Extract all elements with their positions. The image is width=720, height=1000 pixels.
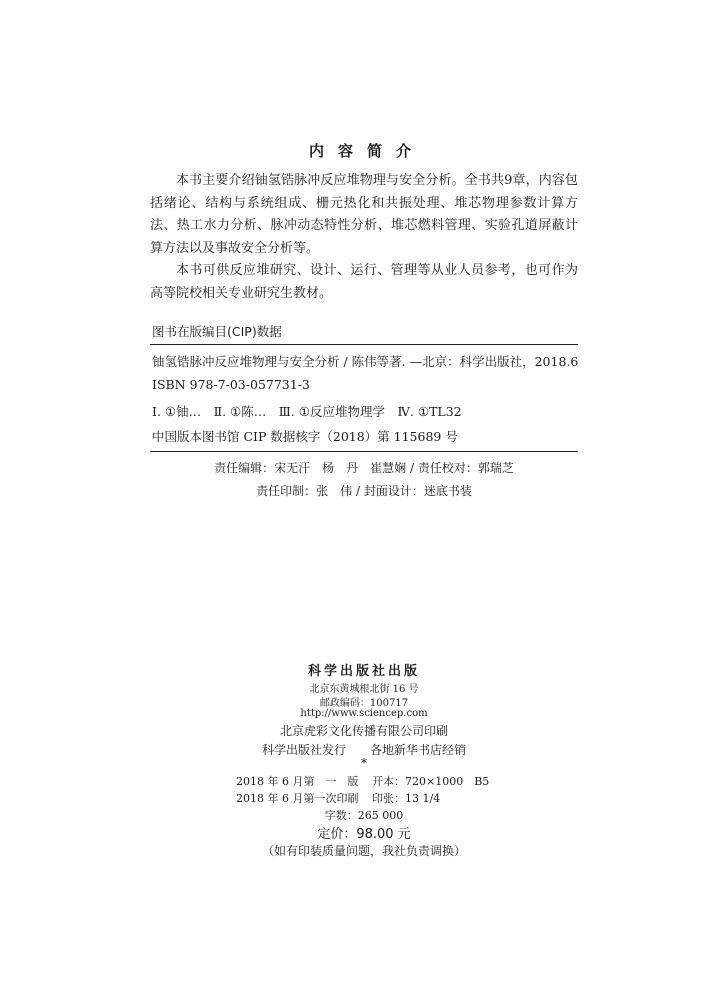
cip-bottom-rule xyxy=(150,451,578,452)
cip-isbn: ISBN 978-7-03-057731-3 xyxy=(152,377,310,392)
printer-name: 北京虎彩文化传播有限公司印刷 xyxy=(279,724,448,738)
separator-asterisk: * xyxy=(361,756,367,770)
publisher-website: http://www.sciencep.com xyxy=(300,708,428,719)
credits-production: 责任印制：张 伟 / 封面设计：迷底书装 xyxy=(256,484,472,498)
summary-paragraph-2: 本书可供反应堆研究、设计、运行、管理等从业人员参考，也可作为高等院校相关专业研究生教材。 xyxy=(150,263,578,301)
publisher-address: 北京东黄城根北街 16 号 xyxy=(309,684,419,695)
word-count: 字数：265 000 xyxy=(324,809,404,822)
summary-title: 内容简介 xyxy=(308,142,425,160)
sheets-info: 印张：13 1/4 xyxy=(372,792,441,805)
printing-info: 2018 年 6 月第一次印刷 xyxy=(236,792,359,805)
edition-info: 2018 年 6 月第 一 版 xyxy=(236,775,359,788)
credits-editors: 责任编辑：宋无汗 杨 丹 崔慧娴 / 责任校对：郭瑞芝 xyxy=(214,461,514,475)
distribution-info: 科学出版社发行 各地新华书店经销 xyxy=(261,743,466,757)
quality-notice: （如有印装质量问题，我社负责调换） xyxy=(261,844,466,858)
price: 定价：98.00 元 xyxy=(317,827,411,842)
cip-classification: Ⅰ. ①铀… Ⅱ. ①陈… Ⅲ. ①反应堆物理学 Ⅳ. ①TL32 xyxy=(152,404,462,419)
format-info: 开本：720×1000 B5 xyxy=(372,775,490,788)
publisher-name: 科学出版社出版 xyxy=(307,664,420,679)
publisher-postcode: 邮政编码：100717 xyxy=(319,698,409,709)
cip-record: 中国版本图书馆 CIP 数据核字（2018）第 115689 号 xyxy=(152,429,458,444)
cip-heading: 图书在版编目(CIP)数据 xyxy=(152,324,282,339)
cip-top-rule xyxy=(150,344,578,345)
summary-paragraph-1: 本书主要介绍铀氢锆脉冲反应堆物理与安全分析。全书共9章，内容包括绪论、结构与系统组成、栅元热化和共振处理、堆芯物理参数计算方法、热工水力分析、脉冲动态特性分析、堆芯燃料管理、实验孔道屏蔽计算方法以及事故安全分析等。 xyxy=(150,173,578,256)
cip-entry: 铀氢锆脉冲反应堆物理与安全分析 / 陈伟等著. —北京：科学出版社，2018.6 xyxy=(152,354,579,369)
